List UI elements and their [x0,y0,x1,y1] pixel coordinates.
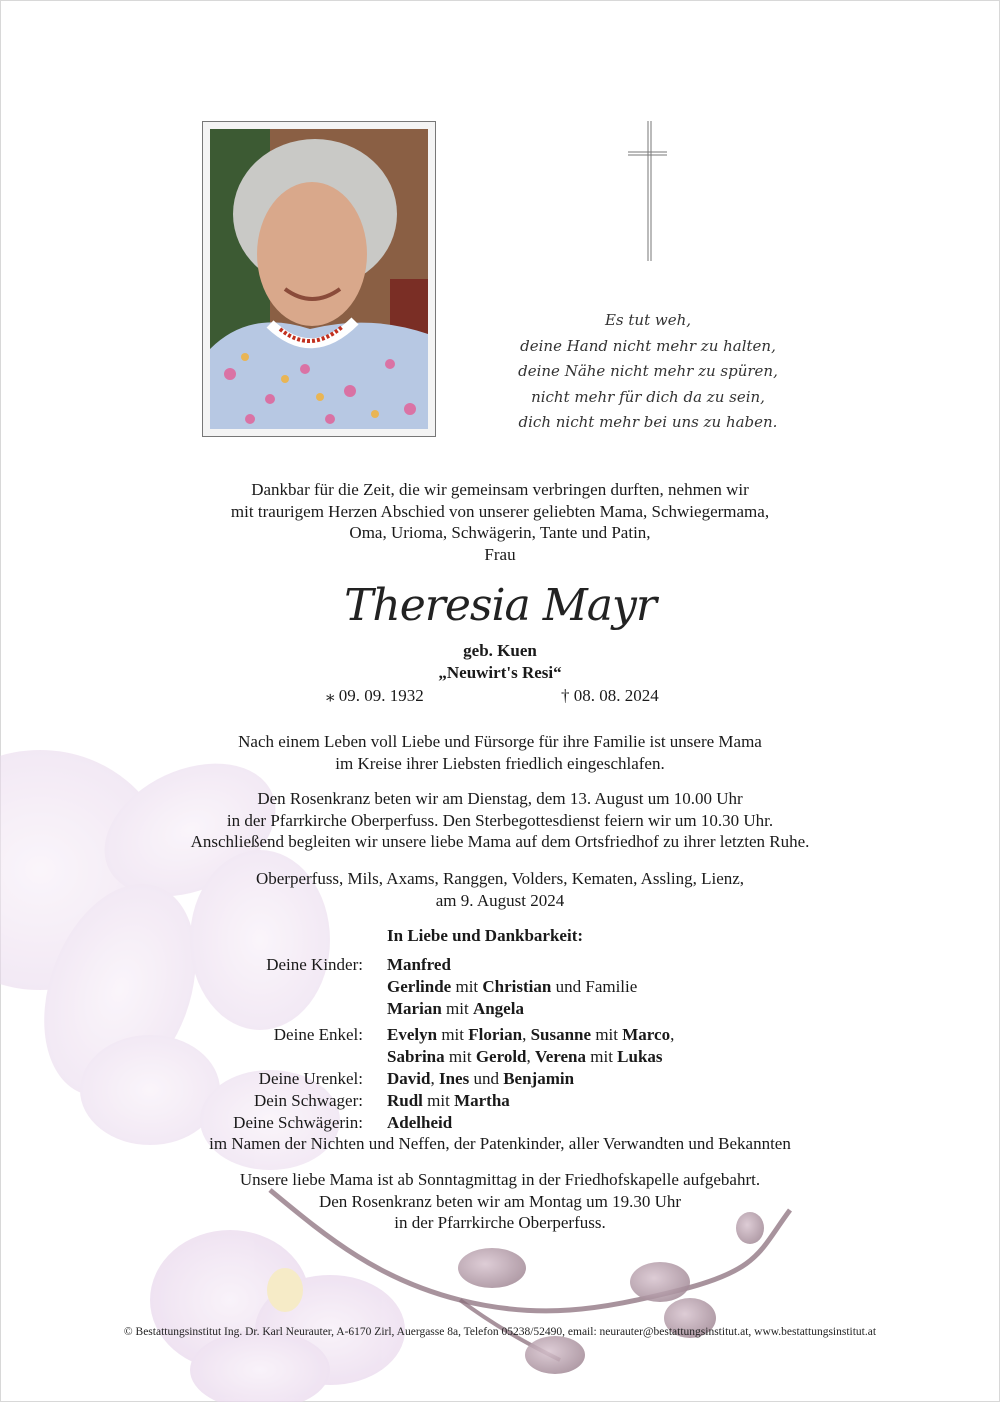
family-member: Susanne [530,1025,592,1044]
cross-icon [628,121,668,263]
birth-date: ⁎ 09. 09. 1932 [326,686,424,705]
poem-line: Es tut weh, [604,311,692,329]
deceased-details [0,640,1000,683]
family-member: Gerold [475,1047,527,1066]
family-member: Christian [482,977,552,996]
date-line: am 9. August 2024 [435,890,565,910]
intro-line: Frau [484,544,516,564]
family-member: Manfred [387,955,451,974]
place-line: Oberperfuss, Mils, Axams, Ranggen, Volders, Kematen, Assling, Lienz, [255,869,745,888]
connector: mit [437,1025,469,1044]
connector: mit [441,999,473,1018]
family-member: Benjamin [503,1069,575,1088]
connector: und [469,1069,504,1088]
connector: und Familie [551,977,638,996]
family-members [387,998,524,1020]
family-member: Gerlinde [387,977,452,996]
viewing-line: Unsere liebe Mama ist ab Sonntagmittag in der Friedhofskapelle aufgebahrt. [239,1170,761,1189]
family-label: Deine Urenkel: [258,1069,363,1088]
poem-line: deine Hand nicht mehr zu halten, [520,336,776,355]
viewing-line: Den Rosenkranz beten wir am Montag um 19.30 Uhr [318,1191,682,1211]
family-members [387,1046,663,1068]
deceased-name: Theresia Mayr [344,580,656,631]
passing-line: Nach einem Leben voll Liebe und Fürsorge für ihre Familie ist unsere Mama [238,732,762,751]
family-member: Lukas [617,1047,663,1066]
portrait-photo-frame [202,121,436,437]
connector: , [670,1025,675,1044]
viewing-text [0,1169,1000,1234]
family-label: Deine Schwägerin: [233,1113,363,1132]
maiden-name: geb. Kuen [463,641,537,660]
family-label: Deine Enkel: [273,1025,363,1044]
family-member: Adelheid [387,1113,453,1132]
services-line: Anschließend begleiten wir unsere liebe Mama auf dem Ortsfriedhof zu ihrer letzten Ruhe. [190,832,810,851]
poem-line: deine Nähe nicht mehr zu spüren, [518,362,778,380]
family-closing [0,1133,1000,1155]
family-member: Florian [468,1025,523,1044]
viewing-line: in der Pfarrkirche Oberperfuss. [394,1213,606,1232]
connector: mit [422,1091,455,1110]
family-label: Deine Kinder: [266,955,363,974]
family-members [387,1112,452,1134]
closing-line: im Namen der Nichten und Neffen, der Patenkinder, aller Verwandten und Bekannten [209,1134,791,1153]
passing-line: im Kreise ihrer Liebsten friedlich eingeschlafen. [335,753,665,773]
connector: mit [591,1025,623,1044]
family-label: Dein Schwager: [253,1091,363,1110]
intro-line: Oma, Urioma, Schwägerin, Tante und Patin, [349,523,651,542]
connector: , [522,1025,531,1044]
death-date: † 08. 08. 2024 [561,686,659,705]
family-members [387,1068,574,1090]
family-member: David [387,1069,431,1088]
connector: mit [586,1047,618,1066]
connector: , [526,1047,535,1066]
family-members [387,954,451,976]
footer-imprint: © Bestattungsinstitut Ing. Dr. Karl Neurauter, A-6170 Zirl, Auergasse 8a, Telefon 05238/52490, email: neurauter@bestattungsinstitut.at, www.bestattungsinstitut.at [123,1326,877,1338]
family-members [387,1024,674,1046]
family-members [387,1090,510,1112]
nickname: „Neuwirt's Resi“ [438,662,562,682]
services-line: Den Rosenkranz beten wir am Dienstag, dem 13. August um 10.00 Uhr [257,789,743,808]
place-date [0,868,1000,911]
poem-line: nicht mehr für dich da zu sein, [531,387,765,406]
connector: mit [451,977,483,996]
poem-line: dich nicht mehr bei uns zu haben. [518,413,778,431]
intro-text [0,479,1000,565]
family-member: Rudl [387,1091,423,1110]
family-member: Verena [535,1047,586,1066]
family-members [387,976,637,998]
family-member: Martha [454,1091,510,1110]
portrait-photo [210,129,428,429]
intro-line: Dankbar für die Zeit, die wir gemeinsam verbringen durften, nehmen wir [251,480,749,499]
family-member: Ines [438,1069,470,1088]
services-line: in der Pfarrkirche Oberperfuss. Den Sterbegottesdienst feiern wir um 10.30 Uhr. [226,810,774,830]
family-member: Marco [622,1025,671,1044]
family-member: Sabrina [387,1047,445,1066]
services-text [0,788,1000,853]
family-member: Evelyn [387,1025,438,1044]
passing-text [0,731,1000,774]
family-member: Marian [387,999,442,1018]
poem [500,308,796,436]
connector: , [430,1069,439,1088]
intro-line: mit traurigem Herzen Abschied von unserer geliebten Mama, Schwiegermama, [230,501,770,521]
family-member: Angela [472,999,524,1018]
connector: mit [444,1047,476,1066]
family-heading: In Liebe und Dankbarkeit: [387,926,584,945]
